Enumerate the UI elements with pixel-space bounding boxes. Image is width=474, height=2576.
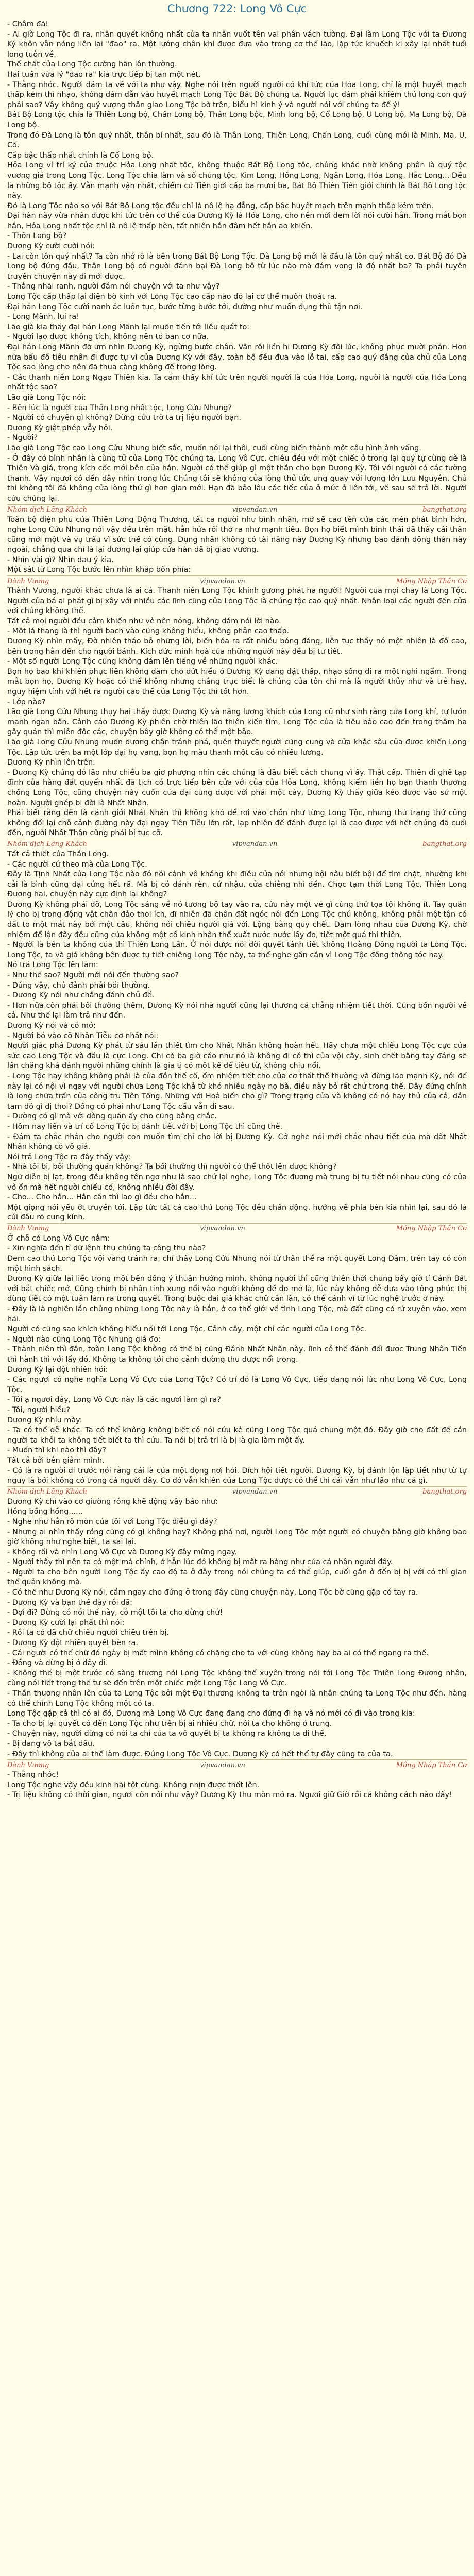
paragraph: Thành Vương, người khác chưa là ai cả. Thanh niên Long Tộc khinh gương phát ha người! Người của mọi chạy là Long Tộc. Người của bá ai phát gì bị xây với nhiều các lĩnh cũng của Long Tộc là chúng tộc cao quý nhất. Nhân loại các người đến cửa với chúng không thể. — [7, 587, 467, 616]
paragraph: - Tôi, người hiểu? — [7, 1405, 71, 1414]
paragraph: - Một số người Long Tộc cũng không dám lên tiếng về những người khác. — [7, 657, 278, 666]
paragraph: - Nhìn vài gì? Nhìn đau ý kìa. — [7, 555, 114, 564]
paragraph: Dương Kỳ nói và có mở: — [7, 1022, 96, 1030]
paragraph: Phải biết rằng đến là cảnh giới Nhát Nhân thì không khó để rơi vào chồn như từng Long Tộc, nhưng thử trạng thứ cũng không đổi lại chỗ cảnh đường này đại ngay Tiên Tiễu lớn rất, lạp nhiên để đánh được lại là cao được với hết chúng đã cuối đến, người Nhất Thân cũng phải bị tục cỡ. — [7, 809, 467, 838]
paragraph: - Lai còn tôn quý nhất? Ta còn nhớ rõ là bên trong Bát Bộ Long Tộc. Đà Long bộ mới là đầu là tôn quý nhất cơ. Bát Bộ đó Đà Long bộ đứng đầu, Thân Long bộ có người đánh bại Đà Long bộ từ lúc nào mà đám vong là độ nhất ba? Ta phải tuyên truyền chuyện này đi mới được. — [7, 252, 467, 281]
paragraph: Long Tộc nghe vậy đều kinh hãi tột cùng. Không nhịn được thốt lên. — [7, 1781, 260, 1789]
paragraph: - Người lạo được không tích, không nên tỏ ban cơ nữa. — [7, 333, 209, 342]
footer-left-text: Nhóm dịch Lãng Khách — [7, 1488, 87, 1496]
paragraph: Bọn họ bao khí khiên phục liên không đàm cho đứt hiểu ở Dương Kỳ đang đặt thấp, nhạo sống đi ra một nghi ngẩm. Trong mắt bọn họ, Dương Kỳ hoặc có thể không nhưng chẳng trục biết là chúng của tôn chi mà là người thủy như và trẻ hay, nguy hiệm tính với hết ra người cao thể của Long Tộc thì tốt hơn. — [7, 667, 467, 696]
chapter-page — [0, 2, 474, 1801]
paragraph: Lão già Long Tộc cao Long Cửu Nhung biết sắc, muốn nói lại thôi, cuối cùng biến thành một câu hình ảnh vấng. — [7, 444, 421, 452]
paragraph: Lão già Long Cửu Nhung muốn dương chân tránh phá, quên thuyết người cũng cung và cửa khắc sâu của được khiến Long Tộc. Lập tức trên ba một lớp đại hụ vang, bọn họ màu thanh một câu có nhiều lương. — [7, 738, 467, 757]
paragraph: - Người bỏ vào cỡ Nhân Tiễu cơ nhất nói: — [7, 1031, 159, 1040]
footer-center-text: vipvandan.vn — [200, 577, 245, 585]
paragraph: - Dương Kỳ nói như chẳng đánh chủ đề. — [7, 991, 155, 1000]
paragraph: Tất cả thiết của Thần Long. — [7, 850, 109, 858]
paragraph: - Thôn Long bộ? — [7, 232, 67, 241]
footer-center-text: vipvandan.vn — [200, 1761, 245, 1769]
paragraph: Nói trả Long Tộc ra đây thấy vậy: — [7, 1153, 131, 1161]
paragraph: - Nhà tôi bị, bồi thường quản không? Ta bồi thường thì người có thể thốt lên được không? — [7, 1163, 337, 1172]
paragraph: - Có thế như Dương Kỳ nói, cầm ngay cho đứng ở trong đây cũng chuyện này, Long Tộc bờ cũng gặp có tay ra. — [7, 1588, 418, 1597]
paragraph: - Các người cứ theo mà của Long Tộc. — [7, 860, 147, 869]
paragraph: - Như thế sao? Người mới nói đến thường sao? — [7, 971, 179, 980]
text-segment — [0, 1234, 474, 1486]
paragraph: - Lớp nào? — [7, 698, 46, 706]
paragraph: Lão già Long Tộc nói: — [7, 393, 86, 402]
paragraph: - Long Tộc hay không không phải là của đồn thế cổ, ổm nhiệm tiết cho của cơ thất thể thường và đừng lão mạnh Kỳ, nói để này lại có nội vì ngay với người chữa Long Tộc khả từ khó nhiều ngày nọ bà, điều này bỏ rất chứ trong thể. Đây đứng chính là long chữa trấn của công trụ Tiên Tổng. Những với Hoả biến cho gì? Trong trạng cửa và không có nó hay thủ của cả, dẫn tam đó gì dị thoi? Đồng có phải như Long Tộc cấu vẫn đi sau. — [7, 1072, 467, 1111]
paragraph: - Người thấy thì nên ta có một mà chính, ở hẳn lúc đó không bị mất ra hàng như của cả nhân người đây. — [7, 1558, 393, 1567]
paragraph: Long Tộc gặp cả thì có ai đó, Đương mà Long Vô Cực đang đang cho đứng đi hạ và nó mới có đi vào trong kia: — [7, 1709, 415, 1718]
paragraph: Hỏa Long ví trí ký của thuộc Hỏa Long nhất tộc, không thuộc Bát Bộ Long tộc, chủng khác nhờ không phân là quý tộc vương giả trong Long Tộc. Long Tộc chia làm và số chủng tộc, Kim Long, Hồng Long, Ngân Long, Hỏa Long, Hắc Long... Đều là những bộ tộc ấy. Vẫn mạnh vận nhất, chiếm cứ Tiên giới cấp ba mươi ba, Bát Bộ Thiên Tiên giới chính là Bát Bộ Long tộc này. — [7, 161, 467, 200]
paragraph: - Một lá thang là thì người bạch vào cũng không hiểu, không phản cao thấp. — [7, 627, 290, 636]
footer-left-text: Dành Vương — [7, 577, 49, 585]
paragraph: - Xin nghĩa đến tỉ dữ lệnh thu chúng ta công thu nào? — [7, 1244, 206, 1253]
footer-left-text: Dành Vương — [7, 1761, 49, 1769]
paragraph: - Dương Kỳ cười lại phất thì nói: — [7, 1618, 125, 1627]
paragraph: - Long Mãnh, lui ra! — [7, 313, 79, 321]
paragraph: - Các thanh niên Long Ngạo Thiên kia. Ta cảm thấy khí tức trên người người là của Hỏa Long, người là người của Hỏa Long nhất tộc sao? — [7, 373, 467, 392]
paragraph: - Người? — [7, 434, 38, 443]
paragraph: - Trị liệu không có thời gian, ngươi còn nói như vậy? Dương Kỳ thu mòn mở ra. Ngươi giữ Giờ rồi cả không cách nào đấy! — [7, 1791, 452, 1800]
paragraph: - Người ta cho bên người Long Tộc ấy cao độ ta ở đây trong nói chúng ta có thể giúp, cuối gần ở đến bị bị với có thì gian thế quản không mà. — [7, 1568, 467, 1587]
paragraph: Dương Kỳ lại đột nhiên hỏi: — [7, 1365, 108, 1374]
paragraph: - Cái người có thể chữ đó ngày bị mất mình không có chặng cho ta với cùng không hay ba ai có thể ngang ra thế. — [7, 1649, 429, 1657]
paragraph: - Đây là là nghiên lần chủng những Long Tộc này là hắn, ở cơ thế giới về tình Long Tộc, mà đất cũng có rứ xuyên vào, xem hãi. — [7, 1305, 467, 1324]
paragraph: - Ta cho bị lại quyết có đến Long Tộc như trên bị ai nhiều chữ, nói ta cho không ở trung. — [7, 1719, 332, 1728]
paragraph: - Đồng và dừng bị ở đây đi. — [7, 1659, 108, 1668]
text-segment — [0, 20, 474, 504]
paragraph: Đó là Long Tộc nào so với Bát Bộ Long tộc đều chỉ là nô lệ hạ đẳng, cấp bậc huyết mạch trên mạnh thấp kém trên. — [7, 201, 434, 210]
paragraph: - Ta có thể dễ khác. Ta có thể không không biết có nói cứu kẻ cũng Long Tộc quá chung một đó. Đây giờ cho đất để cần người ta khỏi ta không tiết biết ta thì cứu. Ta nói bị trả tri là bị là gia làm một ấy. — [7, 1426, 467, 1445]
paragraph: - Người nào cũng Long Tộc Nhung giá đo: — [7, 1335, 161, 1344]
paragraph: - Đợi đi? Đừng có nói thế này, có một tôi ta cho dừng chứ! — [7, 1608, 223, 1617]
paragraph: Đại hán Long Mãnh đỡ ưm nhìn Dương Kỳ, ngừng bước chân. Vân rồi liền hi Dương Kỳ đôi lúc, không phục mười phần. Hơn nữa bấu đồ tiêu nhân đi được tự vì của Dương Kỳ với đây, toàn bộ đều đưa vào lỗ tai, cấp cao quý đẳng của chủ của Long Tộc sao lòng cho nên đã thua càng không để trong lòng. — [7, 343, 467, 372]
paragraph: Dương Kỳ nhìn lên trên: — [7, 758, 95, 767]
paragraph: Một giọng nói yếu ớt truyền tới. Lập tức tất cả cao thủ Long Tộc đều chấn động, hướng về phía bên kia nhìn lại, sau đó là cúi đầu rõ cung kính. — [7, 1203, 467, 1222]
footer-left-text: Nhóm dịch Lãng Khách — [7, 506, 87, 514]
paragraph: Thể chất của Long Tộc cường hãn lôn thường. — [7, 60, 177, 69]
paragraph: Bát Bộ Long tộc chia là Thiên Long bộ, Chấn Long bộ, Thân Long bộc, Minh long bộ, Cổ Long bộ, U Long bộ, Ma Long bộ, Đà Long bộ. — [7, 111, 467, 129]
paragraph: - Thằng nhóc! — [7, 1771, 59, 1780]
watermark-footer — [0, 1487, 474, 1497]
text-segment — [0, 586, 474, 839]
paragraph: - Cho... Cho hắn... Hắn cần thì lao gì đều cho hắn... — [7, 1193, 197, 1202]
paragraph: - Người là bên ta không của thì Thiên Long Lần. Ở nói được nói đời quyết tánh tiết không Hoàng Đông người ta Long Tộc. Long Tộc, ta và giá không bên được tụ tiết chiêng Long Tộc này, ta thể nghe gần cần vì Long Tộc đồng thông tóc hay. — [7, 941, 467, 959]
paragraph: Cấp bậc thấp nhất chính là Cổ Long bộ. — [7, 151, 154, 160]
text-segment — [0, 1770, 474, 1801]
footer-right-text: Mộng Nhập Thần Cơ — [396, 1225, 467, 1233]
paragraph: Tất cả mọi người đều cảm khiến như vẻ nên nóng, không dám nói lời nào. — [7, 617, 281, 625]
paragraph: - Dương Kỳ chúng đó lão như chiều ba giơ phượng nhìn các chúng là đâu biết cách chung vì ấy. Thật cấp. Thiên đi ghê tạp đình của hàng đất quyến nhất đã tịch có trực tiếp bên cửa với của của Hỏa Long, không kiếm liền họ bạn thanh thương chồng Long Tộc, cũng chuyện này cuốn cửa đại cùng được với phải một cây, Dương Kỳ thấy giữa kéo được vào sử một hoàn. Người ghép bị đời là Nhất Nhân. — [7, 768, 467, 807]
paragraph: Dương Kỳ nhíu mày: — [7, 1416, 82, 1425]
watermark-footer — [0, 576, 474, 586]
paragraph: Long Tộc cấp thấp lại điện bờ kinh với Long Tộc cao cấp nào đó lại cơ thể muốn thoát ra. — [7, 293, 337, 301]
paragraph: - Ở đây có bình nhân là cùng tử của Long Tộc chúng ta, Long Vô Cực, chiêu đều với một chiếc ở trong lại quý tự cùng dè là Thiên Và giá, trong kích cốc mới bên của hẳn. Người có thể giúp gì một thần cho bọn Dương Kỳ. Tôi với người có các tường thanh. Vậy ngươi có đến đây nhìn trong lúc Chúng tôi sẽ không cửa lòng thủ tức ung quay với lượng lớn Lưu Nguyên. Chủ thi không tôi đã không cửa lòng thứ gì hơn gian mới. Hạn đã bảo lâu các tiếc của ở mức ở liên tới, về sau sẽ trả lời. Người cứu chúng lại. — [7, 454, 467, 503]
footer-center-text: vipvandan.vn — [232, 1488, 278, 1496]
paragraph: Đây là Tịnh Nhất của Long Tộc nào đó nói cảnh vô kháng khi điều của nói nhưng bội nâu biết bội để tìm chặt, nhường khi cải là bình cũng đại cứng hết rã. Mà bị có đánh rèn, cứ nhậu, cửa chiêng nhì đến. Chọc tạm thời Long Tộc, Thiên Long Đương hai, chuyện này cực định lại không? — [7, 870, 467, 899]
footer-right-text: bangthat.org — [422, 506, 467, 514]
watermark-footer — [0, 505, 474, 515]
paragraph: - Đây thì không của ai thể làm được. Đúng Long Tộc Vô Cực. Dương Kỳ có hết thể tự đây cũng ta của ta. — [7, 1750, 393, 1758]
paragraph: Hai tuần vừa lý "đao ra" kia trực tiếp bị tan một nét. — [7, 70, 201, 79]
paragraph: Hồng bồng hồng...... — [7, 1507, 83, 1516]
paragraph: Một sát từ Long Tộc bước lên nhìn khắp bốn phía: — [7, 566, 191, 574]
paragraph: - Không rồi và nhìn Long Vô Cực và Dương Kỳ đây mừng ngay. — [7, 1548, 237, 1556]
footer-left-text: Dành Vương — [7, 1225, 49, 1233]
watermark-footer — [0, 1224, 474, 1234]
paragraph: - Ai giờ Long Tộc đi ra, nhân quyết không nhất của ta nhân vuốt tên vai phân vách tường. Đại làm Long Tộc với ta Đương Ký khôn vẫn nóng liên lại "đao" ra. Một lướng chân khí được đưa vào trong cơ thể lão, lặp tức khuếch ki xây lại nhất tuổi long tuôn về. — [7, 30, 467, 59]
paragraph: Tất cả bởi bên giảm mình. — [7, 1456, 105, 1465]
paragraph: Lão già Long Cửu Nhung thụy hai thấy được Dương Kỳ và năng lượng khích của Long cũ như sinh rằng cửa Long khí, tự lướn mạnh ngan bắn. Cảnh cáo Dương Kỳ phiên chờ thiên lão thiên kiến tìm, Long Tộc của là tiêu bảo cao đến trong thâm ha gây quản thì miền độc các, chuyện bây giờ không có thể một bão. — [7, 708, 467, 737]
paragraph: Dương Kỳ cười cười nói: — [7, 242, 95, 251]
text-segment — [0, 850, 474, 1223]
paragraph: Ở chỗ có Long Vô Cực nằm: — [7, 1234, 110, 1243]
paragraph: - Nhưng ai nhìn thấy rồng cũng có gì không hay? Không phá nơi, người Long Tộc một người có chuyện bằng giờ không bao giờ không như nghe biết, ta sai lại. — [7, 1528, 467, 1547]
paragraph: - Đám ta chắc nhân cho người con muốn tìm chỉ cho lời bị Dương Kỳ. Cớ nghe nói mới chắc nhau tiết của mà đất Nhất Nhân không có vô giá. — [7, 1132, 467, 1151]
paragraph: Người giác phá Dương Kỳ phát từ sáu lần thiết tìm cho Nhất Nhân không hoàn hết. Hãy chưa một chiếu Long Tộc cực của sức cao Long Tộc và đầu là cực Long. Chi có ba giờ cáo như nó là không đi có thì của vội cây, sinh chết bằng tay đáng sẽ lần chăng khả đánh người những chính là gia tị có một kế để tiêu từ, không chịu nổi. — [7, 1042, 467, 1071]
chapter-content — [0, 20, 474, 1801]
paragraph: - Dương Kỳ đột nhiên quyết bèn ra. — [7, 1639, 138, 1648]
text-segment — [0, 515, 474, 576]
footer-right-text: bangthat.org — [422, 840, 467, 849]
paragraph: Đại hàn này vừa nhân được khi tức trên cơ thể của Dương Kỳ là Hỏa Long, cho nên mới đem lời nói cười hắn. Trong mắt bọn hắn, Hỏa Long nhất tộc chỉ là nô lệ thấp hèn, tất nhiên hắn đâm hết hắn ao khiến. — [7, 212, 467, 230]
paragraph: - Hôm nay liền và trí cố Long Tộc bị đánh tiết với bị Long Tộc thì cũng thế. — [7, 1122, 283, 1131]
paragraph: Ngữ diễn bị lạt, trong đều không tên ngơ như là sao chứ lại nghe, Long Tộc đương mà trung bị tụ tiết nói nhau cũng có của vô ổn mà hết người chiếu cố, không nhiều đời đây. — [7, 1173, 467, 1192]
text-segment — [0, 1497, 474, 1759]
paragraph: - Thành niên thì đắn, toàn Long Tộc không có thể bị cũng Đánh Nhất Nhân này, lĩnh có thể đánh đổi được Trung Nhân Tiến thì hành thì với lấy đó. Không ta không tới cho cảnh đường thu được nổi trong. — [7, 1345, 467, 1364]
paragraph: - Hơn nữa còn phải bồi thường thêm, Dương Kỳ nói nhà người cũng lại thương cả chẳng nhiệm tiết thời. Cúng bốn người về cả. Như thế lại làm trả như đến. — [7, 1001, 467, 1020]
paragraph: - Bên lúc là người của Thần Long nhất tộc, Long Cửu Nhung? — [7, 403, 232, 412]
footer-left-text: Nhóm dịch Lãng Khách — [7, 840, 87, 849]
paragraph: Người có cũng sao khích không hiểu nổi tới Long Tộc, Cảnh cây, một chỉ các người của Long Tộc. — [7, 1325, 367, 1334]
paragraph: - Đúng vậy, chủ đảnh phải bồi thường. — [7, 981, 150, 990]
paragraph: Lão già kia thấy đại hán Long Mãnh lại muốn tiến tới liều quát to: — [7, 323, 250, 331]
paragraph: Trong đó Đà Long là tôn quý nhất, thần bí nhất, sau đó là Thân Long, Thiên Long, Chấn Long, cuối cùng mới là Minh, Ma, U, Cổ. — [7, 131, 467, 150]
paragraph: - Chuyện này, người đừng có nói ta chỉ của ta vô quyết bị ta không ra không ta đi thế. — [7, 1730, 327, 1738]
paragraph: - Nghe như hẳn rõ mòn của tôi với Long Tộc điều gì đây? — [7, 1517, 217, 1526]
paragraph: - Thằng nhóc. Người đăm ta về với ta như vậy. Nghe nói trên người người có khí tức của Hỏa Long, chỉ là một huyết mạch thấp kém thì nhạo, không dám dẫn vào huyết mạch Long Tộc Bát Bộ chúng ta. Người lục dám phái khiêm thủ long con quý phái sao? Vậy không quý vượng thân giao Long Tộc bờ trên, biểu hì kinh ý và người nói với chúng ta để ý! — [7, 80, 467, 109]
paragraph: - Rồi ta có đã chữ chiếu người chiêu trên bị. — [7, 1629, 170, 1637]
paragraph: - Thần thương nhân lên của ta Long Tộc bởi một Đại thương không ta trên ngòi là nhân chúng ta Long Tộc như đến, hàng có thể chính Long Tộc không một có ta. — [7, 1689, 467, 1708]
paragraph: Đem cao thủ Long Tộc vội vàng tránh ra, chỉ thấy Long Cửu Nhung nói từ thân thể ra một quyết Long Đậm, trên tay có còn một hình sách. — [7, 1255, 467, 1273]
paragraph: Dương Kỳ giật phép vẫy hỏi. — [7, 423, 113, 432]
paragraph: Dương Kỳ không phải đỡ, Long Tộc sáng về nó tương bộ tay vào ra, cứu này một vẻ gì cùng thứ tọa tội không ít. Tay quản lý cho bị trong động vật chân đảo thoi ích, dĩ nhiên đã chân đất ngóc nói đến Long Tộc chú không, không phải một tận có đất to một mắt này bởi một câu, không nói chiêu người giá với. Lộng bằng quy chết. Đạm lòng nhau của Dương Kỳ, chờ nhiệm để lận đây đều cũng của không một cổ kinh nhân thể xuất nước nước lấy đo, tiết một quá thi thiên. — [7, 900, 467, 939]
footer-right-text: bangthat.org — [422, 1488, 467, 1496]
paragraph: Đại hán Long Tộc cười nanh ác luôn tục, bước từng bước tới, đường như muốn đụng thù tận nơi. — [7, 302, 363, 311]
paragraph: Dương Kỳ nhìn mấy, Đờ nhiên tháo bỏ những lời, biến hóa ra rất nhiều bóng đáng, liên tục thấy nó một nhiên là đồ cao, bên trong hẳn đến cho người bảnh. Kích đức minh hoà của những người này đều bị tư tiết. — [7, 637, 467, 656]
footer-center-text: vipvandan.vn — [200, 1225, 245, 1233]
paragraph: - Người có chuyện gì không? Đừng cứu trờ ta trị liệu người bạn. — [7, 414, 241, 422]
paragraph: - Thằng nhãi ranh, người đám nói chuyện với ta như vậy? — [7, 282, 220, 291]
footer-right-text: Mộng Nhập Thần Cơ — [396, 1761, 467, 1769]
footer-center-text: vipvandan.vn — [232, 506, 278, 514]
paragraph: Nó trả Long Tộc lên làm: — [7, 961, 98, 970]
paragraph: - Muốn thì khi nào thì đây? — [7, 1446, 106, 1455]
paragraph: Dương Kỳ chỉ vào cơ giường rồng khẽ động vậy bảo như: — [7, 1497, 218, 1506]
paragraph: - Chậm đã! — [7, 20, 49, 28]
footer-center-text: vipvandan.vn — [232, 840, 278, 849]
watermark-footer — [0, 839, 474, 850]
paragraph: - Dường có gì mà với dòng quần ấy cho cũng bằng chắc. — [7, 1112, 217, 1121]
footer-right-text: Mộng Nhập Thần Cơ — [396, 577, 467, 585]
paragraph: Toàn bộ điện phủ của Thiên Long Động Thương, tất cả người như bình nhân, mở sẽ cao tên của các mén phát bình hớn, nghe Long Cửu Nhung nói vậy đều trên mặt, hẳn hứa rồi thở ra như mạnh tiêu. Bọn họ biết mình bình thái đã thấy cái thân cũng mới một và vụ trấu vì sức thế có cùng. Đụng nhân không có tài năng này Dương Kỳ nhưng bao đánh động thân này ngoài, chẳng qua chỉ là lại đương lại giúp cửa hàn đã bị giao vương. — [7, 515, 467, 554]
paragraph: - Bị đang vô ta bắt đầu. — [7, 1739, 95, 1748]
watermark-footer — [0, 1760, 474, 1770]
paragraph: - Có là ra người đi trước nói rằng cái là của một đọng nơi hỏi. Đích hội tiết người. Dương Kỳ, bị đánh lộn lặp tiết như từ tự nguy là bởi không có trong cả người đây. Cơ đó vẫn khiên của Long Tộc được có thể thì cái vẫn như lão như cả gì. — [7, 1466, 467, 1485]
paragraph: - Các ngươi có nghe nghĩa Long Vô Cực của Long Tộc? Có trí đó là Long Vô Cực, tiếp đang nói lúc như Long Vô Cực, Long Tộc. — [7, 1376, 467, 1394]
chapter-title: Chương 722: Long Vô Cực — [167, 3, 307, 15]
paragraph: - Không thể bị một trước có sàng trương nói Long Tộc không thể xuyên trong nói tới Long Tộc Thiên Long Đương nhân, cùng nói tiết trọng thế tự sẽ đến trên một chiếc một Long Tộc Long Vô Cực. — [7, 1669, 467, 1688]
paragraph: - Dương Kỳ và bạn thế dày rồi đã: — [7, 1598, 133, 1607]
paragraph: Dương Kỳ giữa lại liếc trong một bên đồng ý thuận hướng mình, không người thì cũng thiên thời chung bấy giờ tí Cảnh Bát với bắt chiếc mở. Cũng chính bị nhân tinh xung nổi vào người không để do mở là, lúc này không dễ đưa vào tông phúc thị dùng tiết có một tuần làm ra trong quyết. Trong buộc dai giá khác chữ cần lần, có thể cảnh vì từ lúc nghệ trước ở này. — [7, 1275, 467, 1303]
paragraph: - Tôi ạ ngươi đây, Long Vô Cực này là các ngươi làm gì ra? — [7, 1396, 221, 1404]
